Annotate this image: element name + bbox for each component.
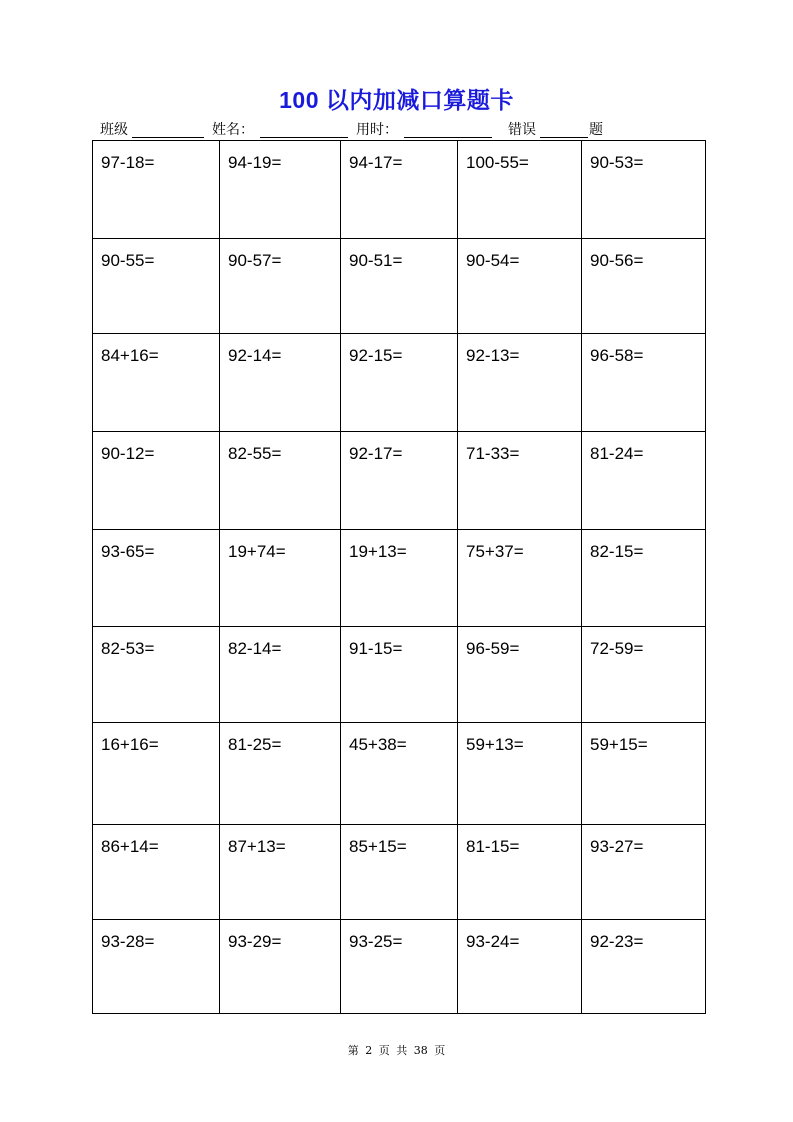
time-label: 用时： — [356, 122, 398, 138]
problem-cell: 84+16= — [93, 334, 220, 432]
time-blank — [404, 137, 492, 138]
problem-grid — [92, 140, 706, 1014]
problem-cell: 45+38= — [341, 723, 458, 825]
problem-cell: 93-24= — [458, 920, 582, 1013]
problem-cell: 97-18= — [93, 141, 220, 239]
name-label: 姓名： — [212, 122, 254, 138]
problem-cell: 82-53= — [93, 627, 220, 723]
problem-cell: 82-14= — [220, 627, 341, 723]
problem-cell: 93-27= — [582, 825, 705, 920]
page-footer: 第 2 页 共 38 页 — [347, 1044, 446, 1057]
page-title: 100 以内加减口算题卡 — [279, 87, 514, 113]
problem-cell: 81-24= — [582, 432, 705, 530]
problem-cell: 94-17= — [341, 141, 458, 239]
problem-cell: 71-33= — [458, 432, 582, 530]
problem-cell: 92-13= — [458, 334, 582, 432]
problem-cell: 93-29= — [220, 920, 341, 1013]
problem-cell: 92-15= — [341, 334, 458, 432]
problem-cell: 91-15= — [341, 627, 458, 723]
problem-cell: 93-25= — [341, 920, 458, 1013]
problem-cell: 72-59= — [582, 627, 705, 723]
problem-cell: 82-15= — [582, 530, 705, 627]
problem-cell: 90-51= — [341, 239, 458, 334]
problem-cell: 96-58= — [582, 334, 705, 432]
problem-cell: 93-28= — [93, 920, 220, 1013]
problem-cell: 90-54= — [458, 239, 582, 334]
problem-cell: 19+74= — [220, 530, 341, 627]
problem-cell: 59+13= — [458, 723, 582, 825]
errors-blank — [540, 137, 588, 138]
problem-cell: 94-19= — [220, 141, 341, 239]
errors-suffix: 题 — [589, 122, 603, 138]
problem-cell: 82-55= — [220, 432, 341, 530]
problem-cell: 90-55= — [93, 239, 220, 334]
class-blank — [132, 137, 204, 138]
problem-cell: 16+16= — [93, 723, 220, 825]
problem-cell: 87+13= — [220, 825, 341, 920]
problem-cell: 19+13= — [341, 530, 458, 627]
problem-cell: 90-57= — [220, 239, 341, 334]
errors-label: 错误 — [508, 122, 536, 138]
problem-cell: 92-23= — [590, 932, 644, 951]
problem-cell: 90-56= — [582, 239, 705, 334]
problem-cell: 86+14= — [93, 825, 220, 920]
problem-cell: 92-17= — [341, 432, 458, 530]
problem-cell: 85+15= — [341, 825, 458, 920]
problem-cell: 81-15= — [458, 825, 582, 920]
problem-cell: 100-55= — [458, 141, 582, 239]
problem-cell: 75+37= — [458, 530, 582, 627]
name-blank — [260, 137, 348, 138]
problem-cell: 59+15= — [582, 723, 705, 825]
problem-cell: 81-25= — [220, 723, 341, 825]
problem-cell: 92-14= — [220, 334, 341, 432]
problem-cell: 96-59= — [458, 627, 582, 723]
problem-cell: 90-53= — [582, 141, 705, 239]
class-label: 班级 — [100, 122, 128, 138]
problem-cell: 90-12= — [93, 432, 220, 530]
problem-cell: 93-65= — [93, 530, 220, 627]
